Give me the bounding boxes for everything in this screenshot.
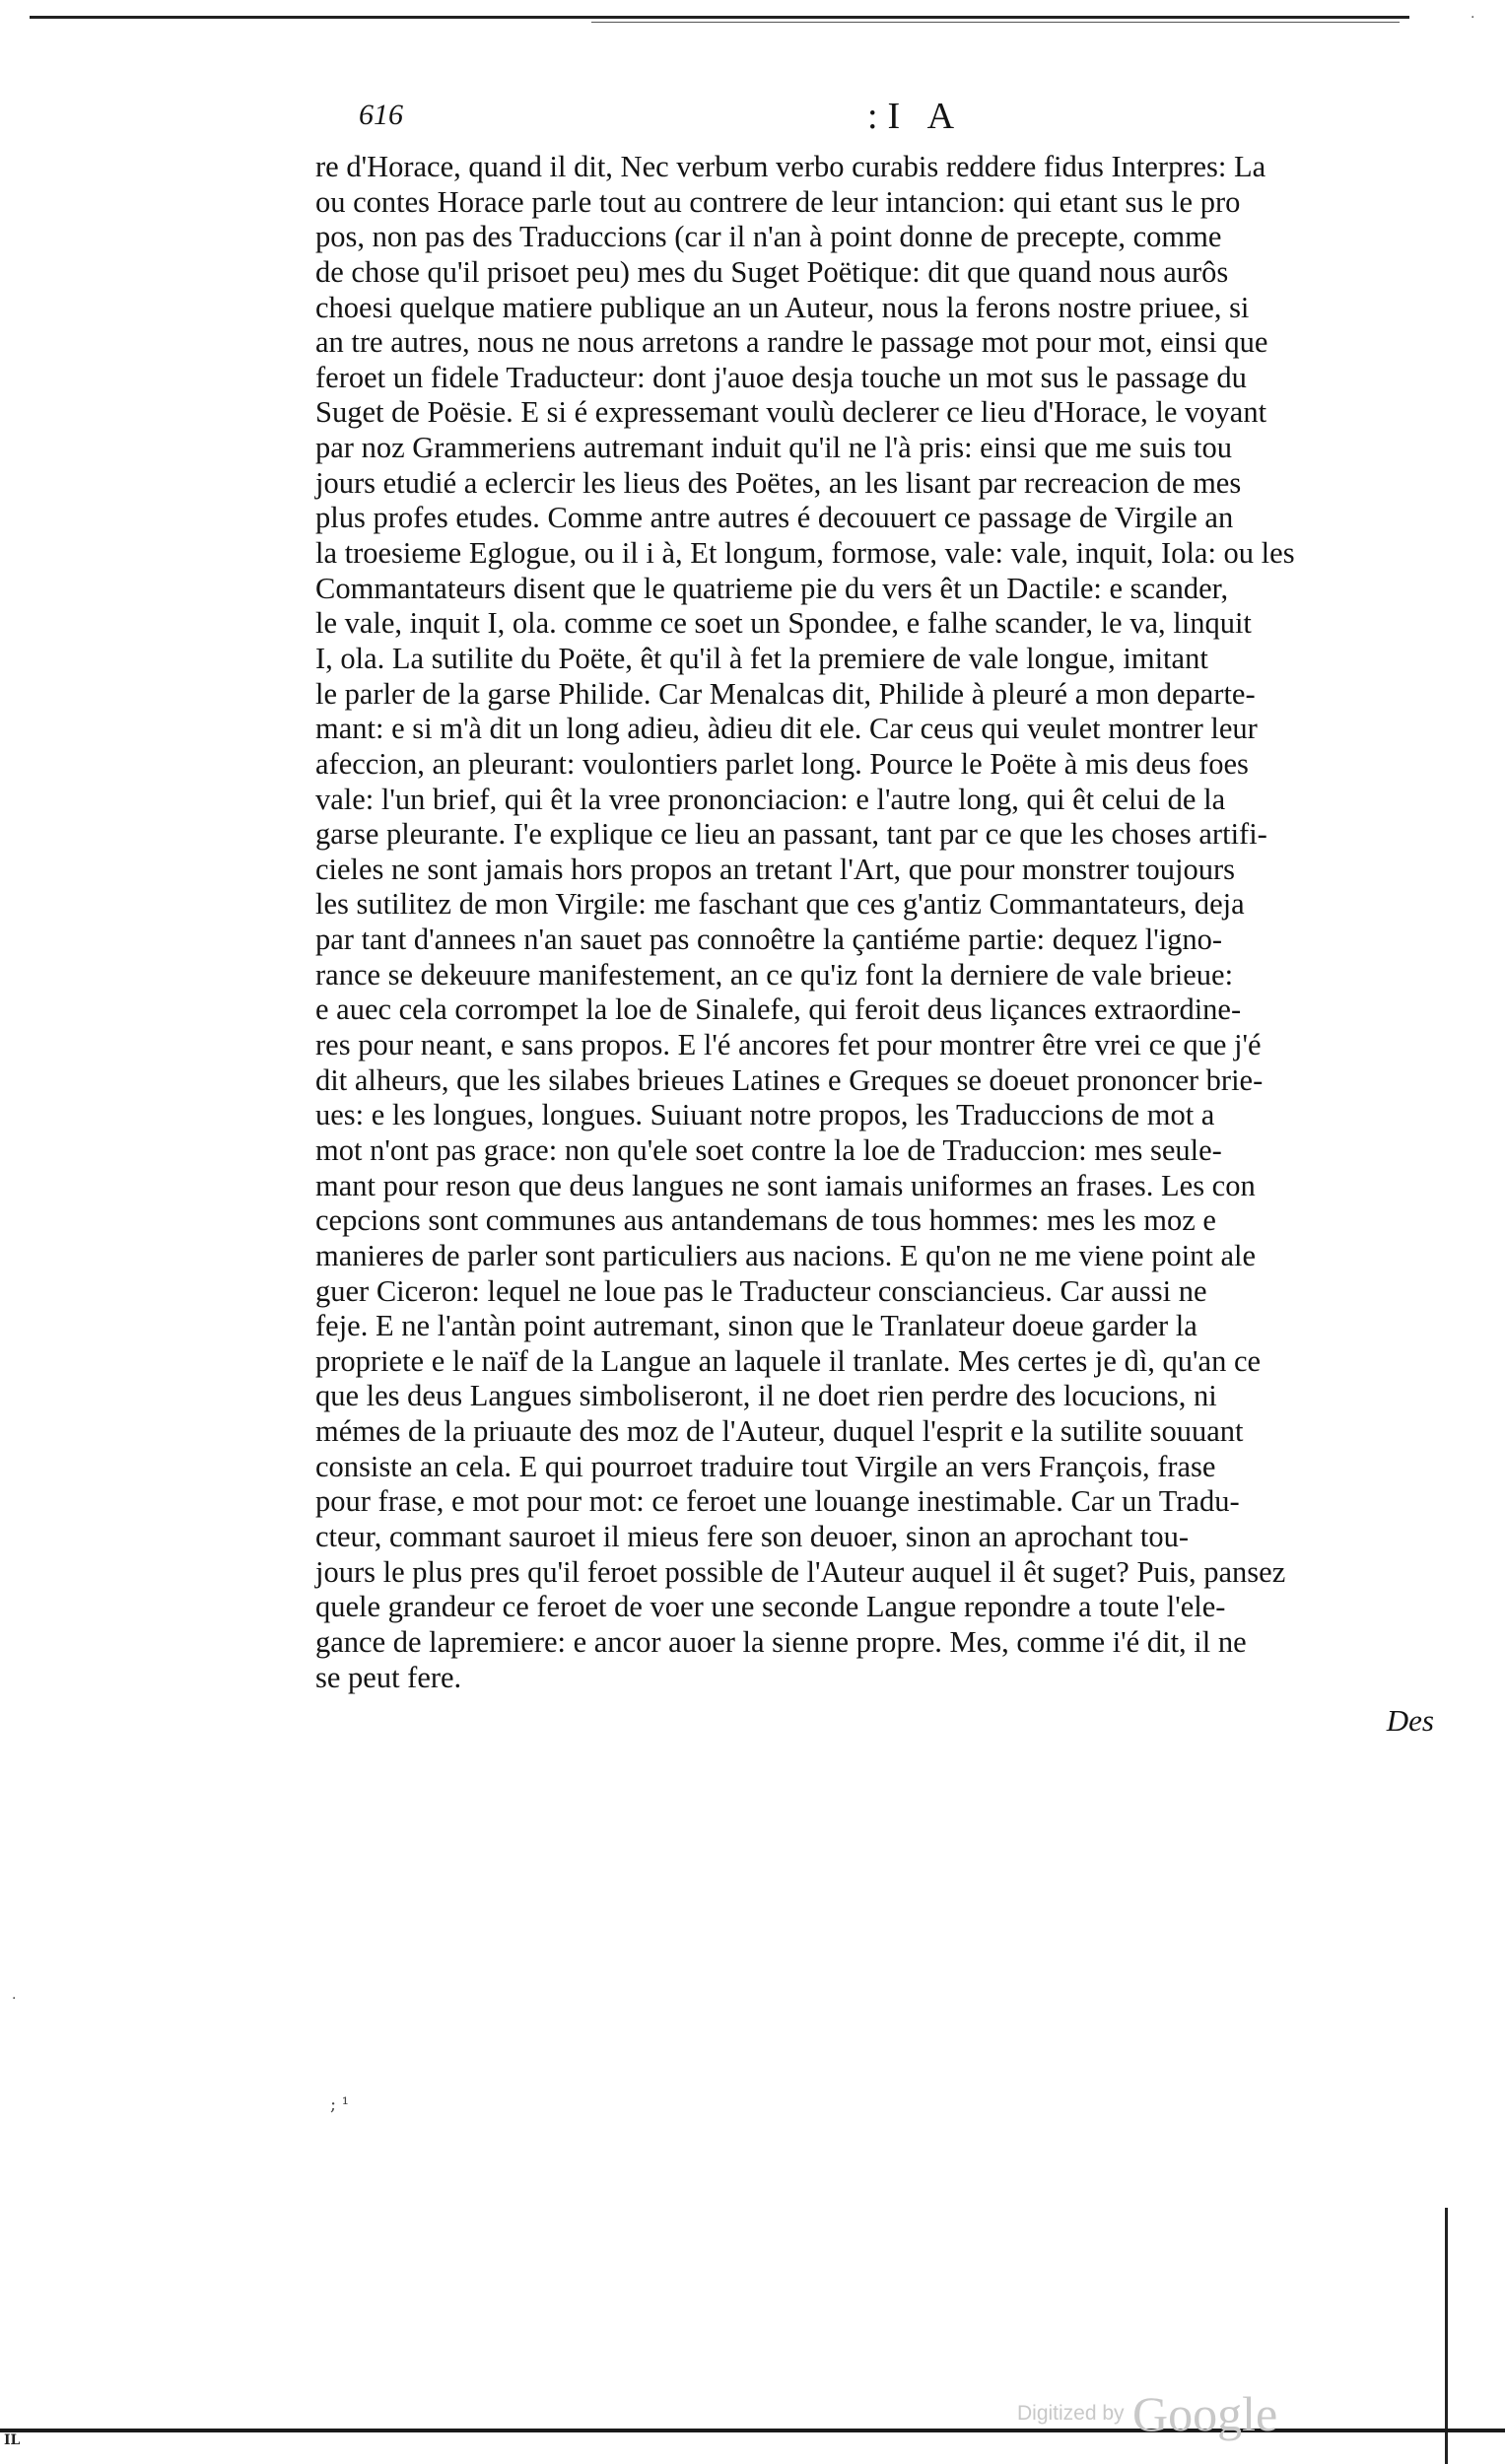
top-rule — [30, 16, 1409, 19]
top-rule-secondary — [591, 22, 1400, 23]
text-line: manieres de parler sont particuliers aus nacions. E qu'on ne me viene point ale — [315, 1238, 1257, 1272]
text-line: ues: e les longues, longues. Suiuant notre propos, les Traduccions de mot a — [315, 1098, 1215, 1132]
text-line: jours etudié a eclercir les lieus des Poëtes, an les lisant par recreacion de mes — [315, 465, 1242, 500]
text-line: jours le plus pres qu'il feroet possible de l'Auteur auquel il êt suget? Puis, pansez — [315, 1554, 1286, 1589]
text-line: consiste an cela. E qui pourroet traduire tout Virgile an vers François, frase — [315, 1449, 1216, 1483]
page-edge-shadow — [1445, 2208, 1448, 2464]
text-line: e auec cela corrompet la loe de Sinalefe, qui feroit deus liçances extraordine- — [315, 992, 1242, 1027]
text-line: afeccion, an pleurant: voulontiers parlet long. Pource le Poëte à mis deus foes — [315, 746, 1249, 781]
text-line: guer Ciceron: lequel ne loue pas le Traducteur consciancieus. Car aussi ne — [315, 1273, 1207, 1308]
text-line: res pour neant, e sans propos. E l'é ancores fet pour montrer être vrei ce que j'é — [315, 1028, 1262, 1062]
google-logo: Google — [1132, 2386, 1278, 2441]
bottom-rule — [0, 2429, 1505, 2432]
catchword-row — [315, 1703, 1434, 1746]
running-head — [315, 96, 1434, 150]
text-line: choesi quelque matiere publique an un Auteur, nous la ferons nostre priuee, si — [315, 290, 1250, 324]
text-line: mant: e si m'à dit un long adieu, àdieu dit ele. Car ceus qui veulet montrer leur — [315, 712, 1258, 746]
body-text — [315, 150, 1434, 1695]
text-line: Commantateurs disent que le quatrieme pie du vers êt un Dactile: e scander, — [315, 571, 1229, 605]
text-line: mant pour reson que deus langues ne sont iamais uniformes an frases. Les con — [315, 1168, 1256, 1202]
text-line: la troesieme Eglogue, ou il i à, Et longum, formose, vale: vale, inquit, Iola: ou les — [315, 536, 1295, 571]
text-line: le parler de la garse Philide. Car Menalcas dit, Philide à pleuré a mon departe- — [315, 676, 1256, 711]
text-line: rance se dekeuure manifestement, an ce qu'iz font la derniere de vale brieue: — [315, 957, 1234, 992]
text-line: quele grandeur ce feroet de voer une seconde Langue repondre a toute l'ele- — [315, 1590, 1226, 1624]
text-line: plus profes etudes. Comme antre autres é decouuert ce passage de Virgile an — [315, 501, 1234, 535]
text-line: cieles ne sont jamais hors propos an tretant l'Art, que pour monstrer toujours — [315, 852, 1236, 886]
book-page — [315, 96, 1434, 1746]
left-margin-mark: · — [12, 1991, 17, 2007]
text-line: pour frase, e mot pour mot: ce feroet une louange inestimable. Car un Tradu- — [315, 1484, 1240, 1519]
text-line: pos, non pas des Traduccions (car il n'an à point donne de precepte, comme — [315, 220, 1222, 254]
text-line: feroet un fidele Traducteur: dont j'auoe desja touche un mot sus le passage du — [315, 360, 1247, 394]
text-line: feje. E ne l'antàn point autremant, sinon que le Tranlateur doeue garder la — [315, 1309, 1197, 1343]
text-line: dit alheurs, que les silabes brieues Latines e Greques se doeuet prononcer brie- — [315, 1062, 1264, 1097]
text-line: Suget de Poësie. E si é expressemant voulù declerer ce lieu d'Horace, le voyant — [315, 395, 1267, 430]
text-line: ou contes Horace parle tout au contrere de leur intancion: qui etant sus le pro — [315, 184, 1241, 219]
watermark-prefix: Digitized by — [1017, 2402, 1125, 2425]
page-number: 616 — [359, 99, 403, 131]
text-line: propriete e le naïf de la Langue an laquele il tranlate. Mes certes je dì, qu'an ce — [315, 1343, 1262, 1378]
text-line: vale: l'un brief, qui êt la vree prononciacion: e l'autre long, qui êt celui de la — [315, 782, 1226, 816]
catchword: Des — [1386, 1703, 1434, 1739]
running-head-title: :I A — [867, 96, 965, 137]
text-line: se peut fere. — [315, 1660, 462, 1694]
text-line: an tre autres, nous ne nous arretons a randre le passage mot pour mot, einsi que — [315, 325, 1268, 360]
text-line: mot n'ont pas grace: non qu'ele soet contre la loe de Traduccion: mes seule- — [315, 1132, 1222, 1167]
text-line: I, ola. La sutilite du Poëte, êt qu'il à fet la premiere de vale longue, imitant — [315, 641, 1208, 675]
text-line: que les deus Langues simboliseront, il ne doet rien perdre des locucions, ni — [315, 1379, 1217, 1413]
corner-mark: · — [1471, 10, 1475, 26]
text-line: gance de lapremiere: e ancor auoer la sienne propre. Mes, comme i'é dit, il ne — [315, 1624, 1247, 1659]
digitized-watermark — [1017, 2385, 1277, 2442]
text-line: de chose qu'il prisoet peu) mes du Suget Poëtique: dit que quand nous aurôs — [315, 254, 1229, 289]
bottom-left-mark: IL — [4, 2432, 21, 2448]
text-line: garse pleurante. I'e explique ce lieu an passant, tant par ce que les choses artifi- — [315, 817, 1267, 852]
text-line: re d'Horace, quand il dit, Nec verbum verbo curabis reddere fidus Interpres: La — [315, 150, 1266, 183]
text-line: les sutilitez de mon Virgile: me faschant que ces g'antiz Commantateurs, deja — [315, 887, 1245, 922]
text-line: le vale, inquit I, ola. comme ce soet un Spondee, e falhe scander, le va, linquit — [315, 606, 1252, 641]
text-line: cepcions sont communes aus antandemans de tous hommes: mes les moz e — [315, 1203, 1216, 1238]
stray-mark: ; ¹ — [330, 2094, 350, 2115]
text-line: cteur, commant sauroet il mieus fere son deuoer, sinon an aprochant tou- — [315, 1519, 1190, 1553]
text-line: par tant d'annees n'an sauet pas connoêtre la çantiéme partie: dequez l'igno- — [315, 923, 1223, 957]
text-line: par noz Grammeriens autremant induit qu'il ne l'à pris: einsi que me suis tou — [315, 431, 1233, 465]
text-line: mémes de la priuaute des moz de l'Auteur, duquel l'esprit e la sutilite souuant — [315, 1414, 1244, 1449]
